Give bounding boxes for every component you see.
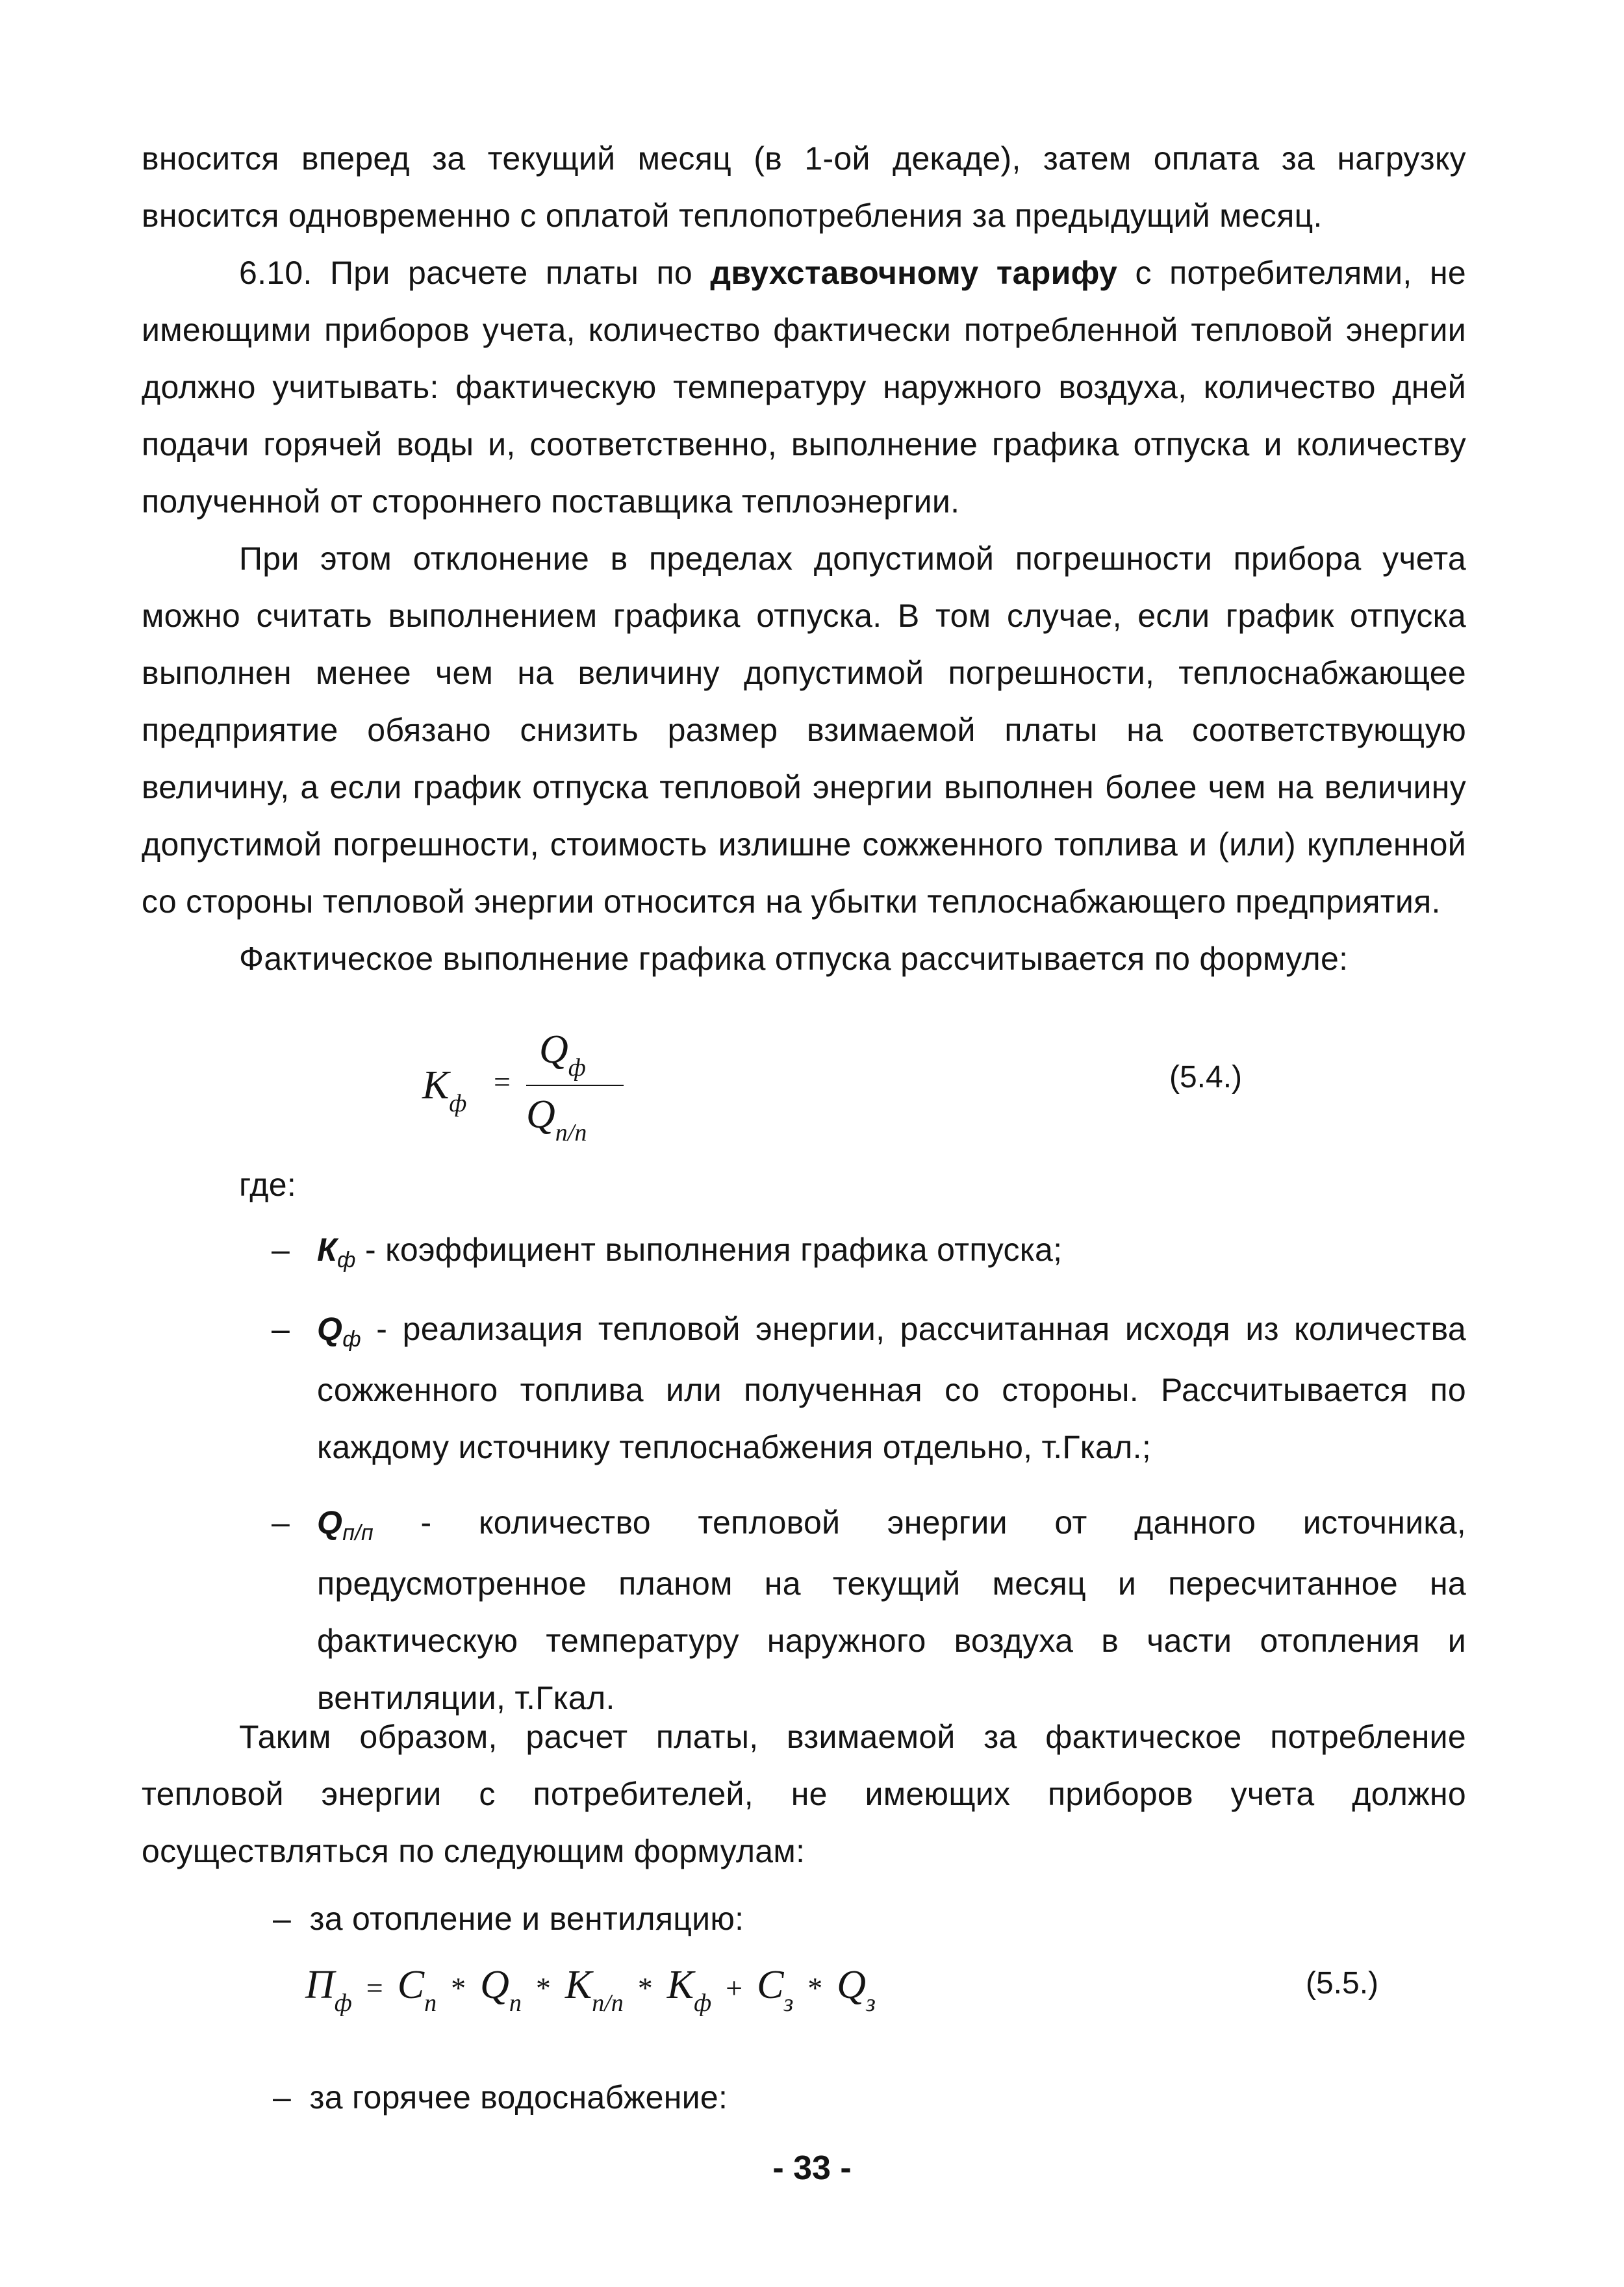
paragraph-calculation: Таким образом, расчет платы, взимаемой за фактическое потребление тепловой энергии с потребителей, не имеющих приборов учета должно осуществляться по следующим формулам:	[142, 1719, 1466, 1869]
symbol-q-pp: $Q_{п/п}$	[317, 1504, 374, 1545]
definition-item: – $Q_{п/п}$ - количество тепловой энергии от данного источника, предусмотренное планом на текущий месяц и пересчитанное на фактическую температуру наружного воздуха в части отопления и вентиляции, т.Гкал.	[272, 1504, 1466, 1716]
text-block-bottom	[142, 1708, 1466, 1880]
formula-operator: *	[451, 1971, 466, 2004]
formula-term: $K_{п/п}$	[565, 1963, 624, 2017]
paragraph-6-10	[142, 244, 1466, 530]
bold-term-two-rate-tariff: двухставочному тарифу	[710, 255, 1118, 291]
formula-5-4-numerator: $Q_ф$	[539, 1028, 586, 1081]
formula-5-4	[422, 1028, 630, 1146]
formula-term: $П_ф$	[305, 1963, 352, 2017]
definition-item: – $Q_ф$ - реализация тепловой энергии, рассчитанная исходя из количества сожженного топлива или полученная со стороны. Рассчитывается по каждому источнику теплоснабжения отдельно, т.Гкал.;	[272, 1311, 1466, 1465]
formula-5-5	[305, 1963, 876, 2017]
formula-term: $C_з$	[757, 1963, 794, 2017]
formula-operator: =	[366, 1971, 383, 2004]
paragraph-6-10-rest: с потребителями, не имеющими приборов учета, количество фактически потребленной тепловой энергии должно учитывать: фактическую температуру наружного воздуха, количество дней подачи горячей воды и, соответственно, выполнение графика отпуска и количеству полученной от стороннего поставщика теплоэнергии.	[142, 255, 1466, 520]
equation-number-5-4: (5.4.)	[1169, 1060, 1243, 1094]
formula-term: $Q_п$	[480, 1963, 522, 2017]
paragraph-formula-intro: Фактическое выполнение графика отпуска рассчитывается по формуле:	[239, 941, 1349, 977]
fraction-bar	[526, 1085, 624, 1086]
formula-5-4-denominator: $Q_{п/п}$	[526, 1093, 587, 1146]
where-label: где:	[239, 1167, 297, 1203]
formula-operator: +	[726, 1971, 743, 2004]
definition-item: – $К_ф$ - коэффициент выполнения графика отпуска;	[272, 1232, 1063, 1272]
formula-5-4-lhs: $K_ф$	[422, 1063, 467, 1117]
text-block-top	[142, 130, 1466, 987]
list-item-heating: – за отопление и вентиляцию:	[273, 1901, 744, 1937]
equation-number-5-5: (5.5.)	[1306, 1966, 1379, 2001]
symbol-k-f: $К_ф$	[317, 1232, 356, 1272]
paragraph-6-10-start: 6.10. При расчете платы по	[239, 255, 711, 291]
formula-term: $Q_з$	[837, 1963, 876, 2017]
paragraph-continuation: вносится вперед за текущий месяц (в 1-ой декаде), затем оплата за нагрузку вносится одновременно с оплатой теплопотребления за предыдущий месяц.	[142, 140, 1466, 234]
formula-operator: *	[535, 1971, 551, 2004]
page-number: - 33 -	[772, 2149, 852, 2187]
paragraph-deviation: При этом отклонение в пределах допустимой погрешности прибора учета можно считать выполнением графика отпуска. В том случае, если график отпуска выполнен менее чем на величину допустимой погрешности, теплоснабжающее предприятие обязано снизить размер взимаемой платы на соответствующую величину, а если график отпуска тепловой энергии выполнен более чем на величину допустимой погрешности, стоимость излишне сожженного топлива и (или) купленной со стороны тепловой энергии относится на убытки теплоснабжающего предприятия.	[142, 540, 1466, 920]
formula-operator: *	[807, 1971, 823, 2004]
symbol-q-f: $Q_ф$	[317, 1311, 361, 1352]
formula-term: $C_п$	[397, 1963, 437, 2017]
definitions-list	[142, 1221, 1466, 1726]
formula-term: $K_ф$	[666, 1963, 712, 2017]
formula-operator: *	[637, 1971, 653, 2004]
formula-5-4-equals: =	[494, 1065, 511, 1098]
list-item-hot-water: – за горячее водоснабжение:	[273, 2079, 728, 2116]
